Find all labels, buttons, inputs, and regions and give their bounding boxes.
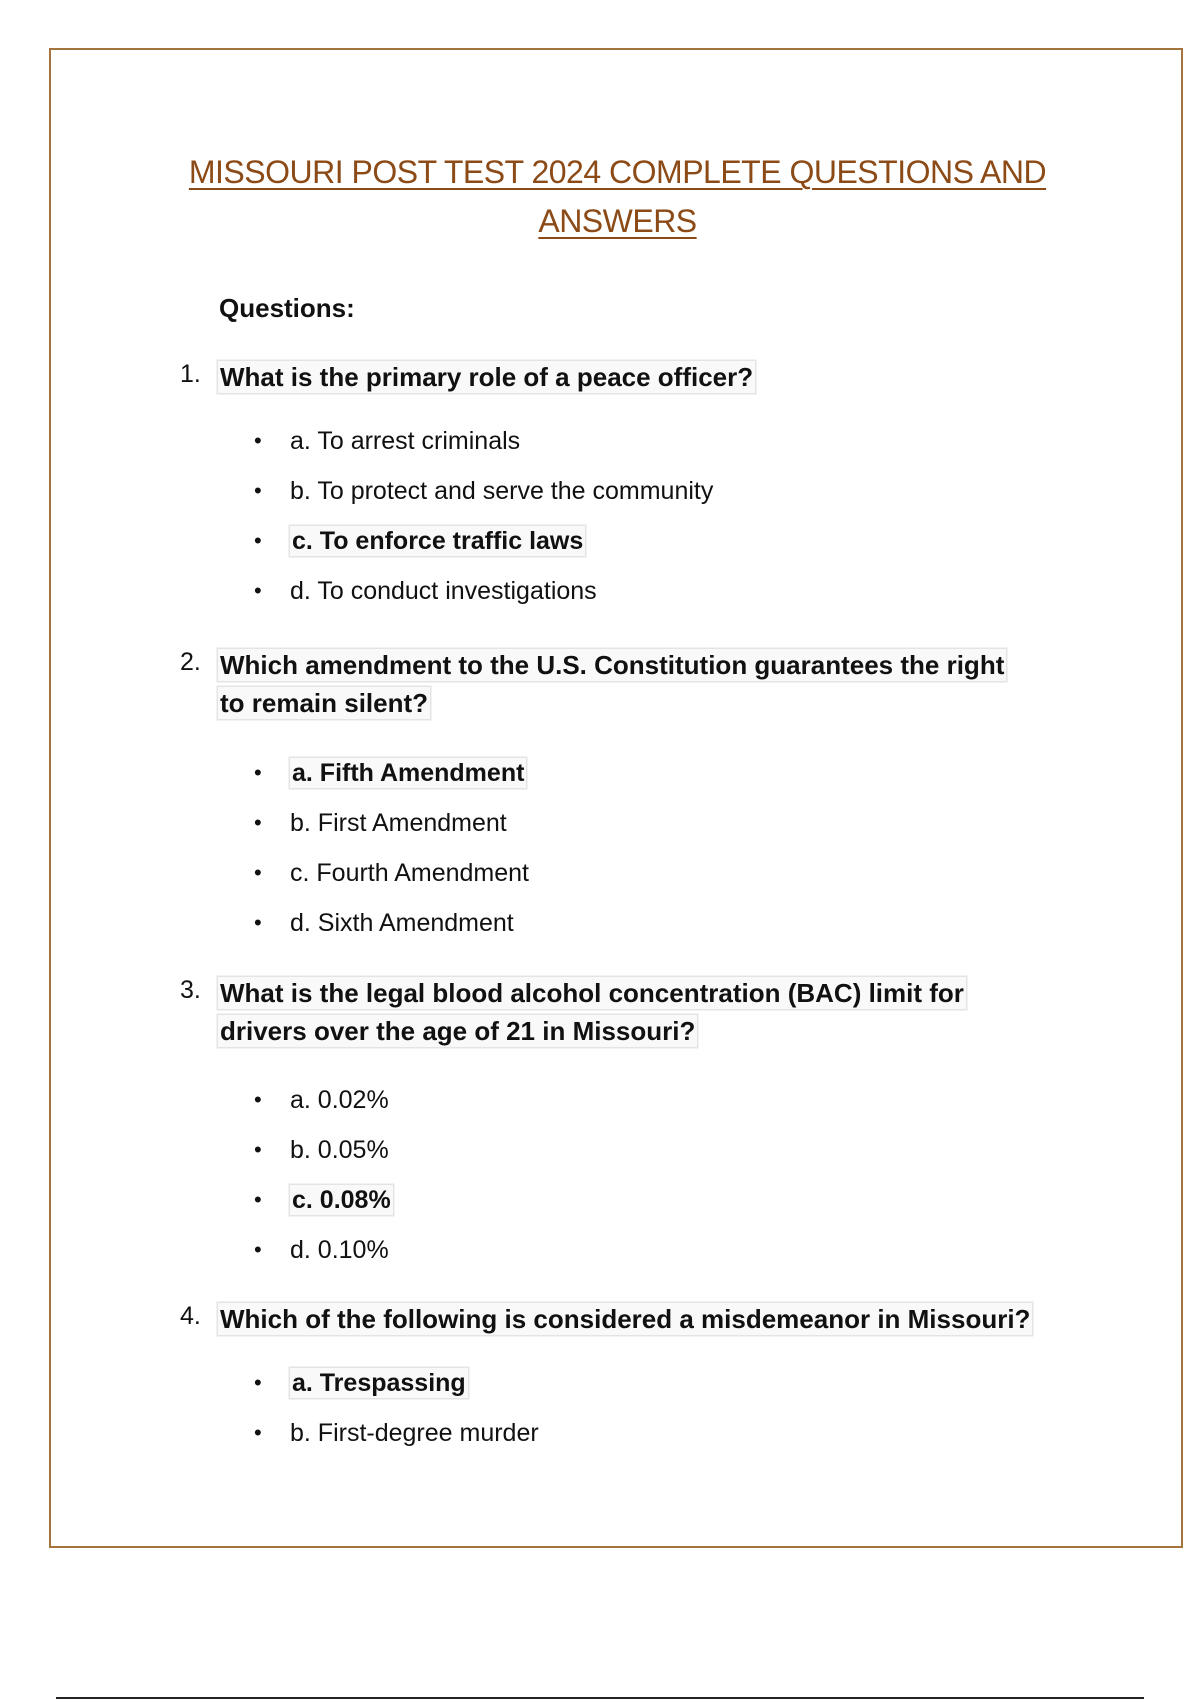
question-text: [218, 1300, 1032, 1338]
question-number: 3.: [180, 976, 201, 1004]
question-text-line: What is the primary role of a peace officer?: [220, 362, 754, 392]
option-label: b. 0.05%: [290, 1136, 389, 1164]
question-number: 1.: [180, 360, 201, 388]
question-text: [218, 646, 1006, 722]
bullet-icon: •: [254, 860, 262, 885]
option-label: b. First Amendment: [290, 809, 507, 837]
option-label: b. To protect and serve the community: [290, 477, 714, 505]
bullet-icon: •: [254, 760, 262, 785]
bullet-icon: •: [254, 1137, 262, 1162]
document-title: [150, 148, 1085, 246]
option-label-correct: c. 0.08%: [292, 1186, 391, 1214]
bullet-icon: •: [254, 1087, 262, 1112]
question-text: [218, 974, 966, 1050]
bullet-icon: •: [254, 1187, 262, 1212]
option-label: d. Sixth Amendment: [290, 909, 514, 937]
question-number: 2.: [180, 648, 201, 676]
bullet-icon: •: [254, 528, 262, 553]
question-number: 4.: [180, 1302, 201, 1330]
question-text: [218, 358, 755, 396]
title-line-1: MISSOURI POST TEST 2024 COMPLETE QUESTIONS AND: [188, 154, 1047, 190]
question-text-line: to remain silent?: [220, 688, 429, 718]
option-label-correct: a. Fifth Amendment: [292, 759, 525, 787]
option-label: d. To conduct investigations: [290, 577, 597, 605]
question-text-line: Which amendment to the U.S. Constitution guarantees the right: [220, 650, 1005, 680]
page-bottom-rule: [56, 1697, 1144, 1699]
option-label: a. To arrest criminals: [290, 427, 521, 455]
option-label: b. First-degree murder: [290, 1419, 539, 1447]
option-label: a. 0.02%: [290, 1086, 389, 1114]
question-text-line: Which of the following is considered a misdemeanor in Missouri?: [220, 1304, 1031, 1334]
option-label: d. 0.10%: [290, 1236, 389, 1264]
question-text-line: What is the legal blood alcohol concentration (BAC) limit for: [220, 978, 964, 1008]
bullet-icon: •: [254, 1237, 262, 1262]
bullet-icon: •: [254, 428, 262, 453]
option-label-correct: c. To enforce traffic laws: [292, 527, 584, 555]
bullet-icon: •: [254, 1370, 262, 1395]
option-label-correct: a. Trespassing: [292, 1369, 466, 1397]
bullet-icon: •: [254, 810, 262, 835]
option-label: c. Fourth Amendment: [290, 859, 530, 887]
questions-heading: Questions:: [219, 293, 355, 323]
bullet-icon: •: [254, 578, 262, 603]
bullet-icon: •: [254, 478, 262, 503]
title-line-2: ANSWERS: [538, 203, 697, 239]
question-text-line: drivers over the age of 21 in Missouri?: [220, 1016, 696, 1046]
bullet-icon: •: [254, 1420, 262, 1445]
bullet-icon: •: [254, 910, 262, 935]
